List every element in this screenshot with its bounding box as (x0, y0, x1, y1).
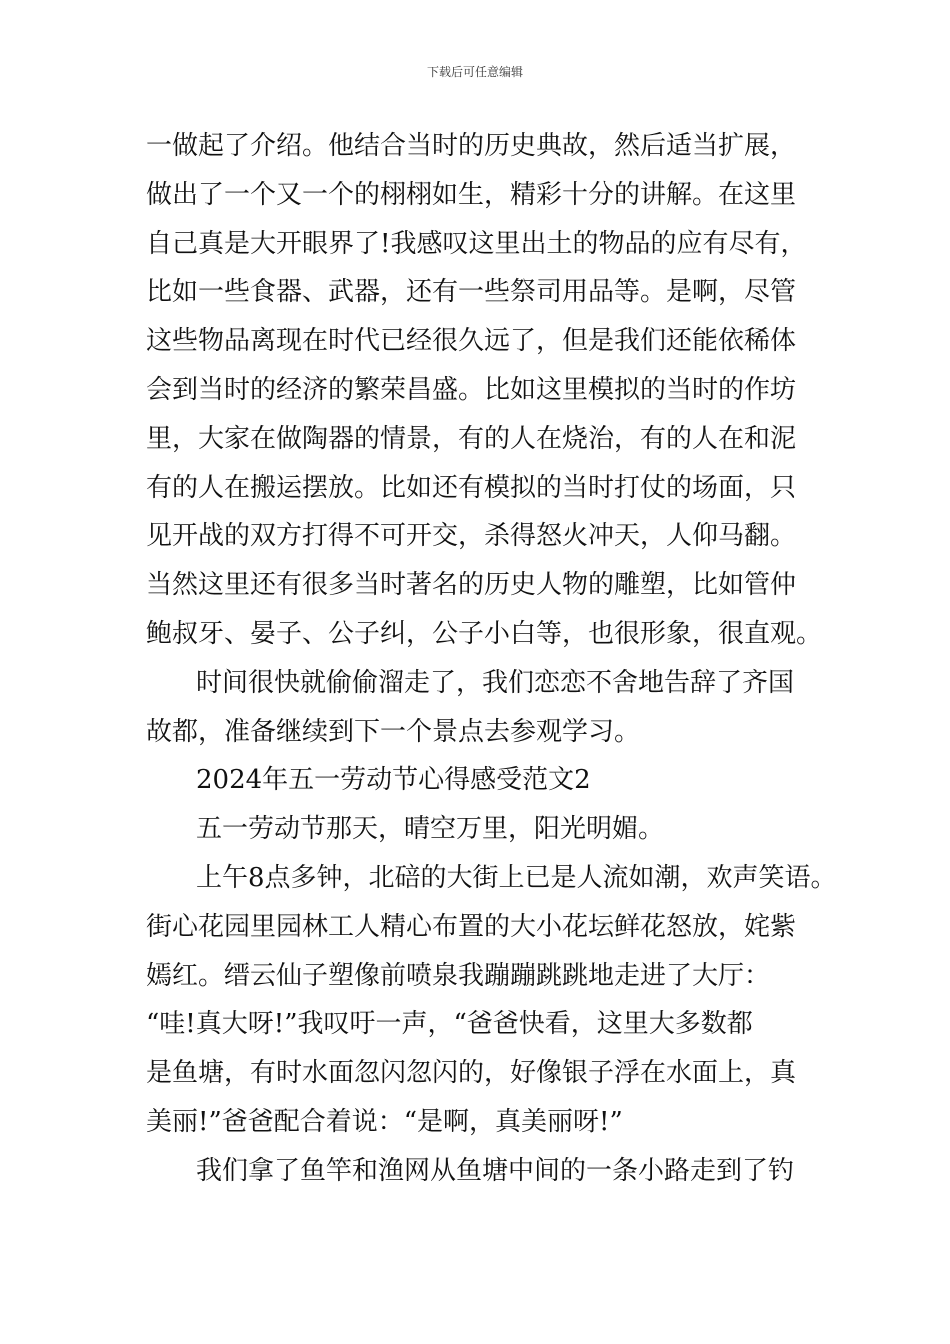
text-line: 见开战的双方打得不可开交，杀得怒火冲天，人仰马翻。 (146, 521, 797, 552)
section-heading: 2024年五一劳动节心得感受范文2 (196, 765, 591, 796)
text-line: 是鱼塘，有时水面忽闪忽闪的，好像银子浮在水面上，真 (146, 1058, 797, 1089)
text-line: 美丽!”爸爸配合着说：“是啊，真美丽呀!” (146, 1106, 623, 1137)
text-line: 这些物品离现在时代已经很久远了，但是我们还能依稀体 (146, 326, 797, 357)
text-line: 有的人在搬运摆放。比如还有模拟的当时打仗的场面，只 (146, 472, 797, 503)
text-line: “哇!真大呀!”我叹吁一声，“爸爸快看，这里大多数都 (146, 1009, 753, 1040)
text-line: 五一劳动节那天，晴空万里，阳光明媚。 (196, 814, 665, 845)
text-line: 里，大家在做陶器的情景，有的人在烧治，有的人在和泥 (146, 423, 797, 454)
text-line: 时间很快就偷偷溜走了，我们恋恋不舍地告辞了齐国 (196, 667, 795, 698)
text-line: 故都，准备继续到下一个景点去参观学习。 (146, 716, 641, 747)
text-line: 一做起了介绍。他结合当时的历史典故，然后适当扩展， (146, 131, 797, 161)
document-body (146, 122, 837, 1196)
text-line: 自己真是大开眼界了!我感叹这里出土的物品的应有尽有， (146, 228, 807, 259)
text-line: 上午8点多钟，北碚的大街上已是人流如潮，欢声笑语。 (196, 862, 837, 893)
text-line: 比如一些食器、武器，还有一些祭司用品等。是啊，尽管 (146, 277, 797, 308)
text-line: 鲍叔牙、晏子、公子纠，公子小白等，也很形象，很直观。 (146, 618, 823, 649)
text-line: 我们拿了鱼竿和渔网从鱼塘中间的一条小路走到了钓 (196, 1155, 795, 1186)
text-line: 当然这里还有很多当时著名的历史人物的雕塑，比如管仲 (146, 570, 797, 601)
text-line: 街心花园里园林工人精心布置的大小花坛鲜花怒放，姹紫 (146, 911, 797, 942)
text-line: 嫣红。缙云仙子塑像前喷泉我蹦蹦跳跳地走进了大厅： (146, 960, 771, 991)
text-line: 会到当时的经济的繁荣昌盛。比如这里模拟的当时的作坊 (146, 374, 797, 405)
text-line: 做出了一个又一个的栩栩如生，精彩十分的讲解。在这里 (146, 179, 797, 210)
page-header: 下载后可任意编辑 (426, 65, 523, 79)
